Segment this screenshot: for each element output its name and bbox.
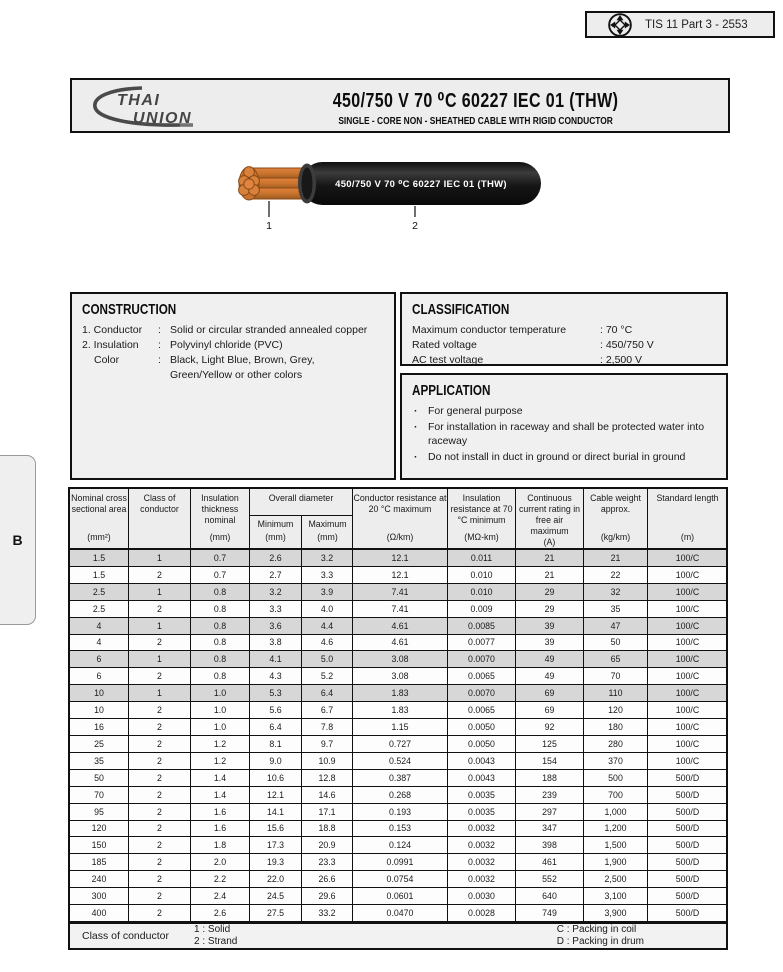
table-row — [70, 684, 726, 701]
table-cell: 23.3 — [302, 854, 353, 870]
table-cell: 0.0077 — [448, 635, 516, 651]
table-cell: 16 — [70, 719, 129, 735]
table-cell: 1.0 — [191, 685, 250, 701]
table-cell: 39 — [516, 635, 584, 651]
table-cell: 10.6 — [250, 770, 302, 786]
table-cell: 1.2 — [191, 753, 250, 769]
table-cell: 1.4 — [191, 787, 250, 803]
table-cell: 700 — [584, 787, 648, 803]
table-cell: 4.61 — [353, 618, 448, 634]
table-cell: 21 — [516, 567, 584, 583]
table-cell: 500/D — [675, 874, 700, 885]
table-cell: 3.2 — [250, 584, 302, 600]
col-header-standard-length: Standard length (m) — [656, 493, 719, 542]
table-cell: 0.8 — [191, 635, 250, 651]
table-cell: 640 — [516, 888, 584, 904]
table-cell: 9.7 — [302, 736, 353, 752]
col-header-insulation-thickness: Insulation thickness nominal (mm) — [191, 489, 250, 548]
table-cell: 0.727 — [353, 736, 448, 752]
table-cell: 70 — [584, 668, 648, 684]
table-cell: 12.1 — [353, 567, 448, 583]
table-cell: 120 — [70, 821, 129, 837]
table-cell: 1.8 — [191, 837, 250, 853]
table-cell: 35 — [70, 753, 129, 769]
table-cell: 0.524 — [353, 753, 448, 769]
table-cell: 2 — [129, 854, 191, 870]
table-cell: 35 — [584, 601, 648, 617]
product-header — [70, 78, 730, 133]
table-cell: 500/D — [675, 823, 700, 834]
table-cell: 2 — [129, 601, 191, 617]
table-cell: 3.6 — [250, 618, 302, 634]
table-cell: 49 — [516, 668, 584, 684]
table-cell: 1.2 — [191, 736, 250, 752]
table-cell: 500/D — [675, 857, 700, 868]
table-cell: 0.8 — [191, 668, 250, 684]
table-row — [70, 769, 726, 786]
table-row — [70, 701, 726, 718]
construction-row: 2. Insulation : Polyvinyl chloride (PVC) — [82, 339, 283, 351]
logo-text-union: UNION — [133, 110, 193, 127]
table-row — [70, 752, 726, 769]
logo-text-thai: THAI — [117, 92, 161, 109]
table-cell: 2 — [129, 753, 191, 769]
table-cell: 39 — [516, 618, 584, 634]
table-cell: 2 — [129, 702, 191, 718]
table-cell: 2 — [129, 736, 191, 752]
table-cell: 188 — [516, 770, 584, 786]
table-cell: 0.0070 — [448, 651, 516, 667]
table-cell: 6.4 — [250, 719, 302, 735]
table-cell: 1 — [129, 584, 191, 600]
table-cell: 14.1 — [250, 804, 302, 820]
table-cell: 0.009 — [448, 601, 516, 617]
table-cell: 500/D — [675, 907, 700, 918]
callout-number-conductor: 1 — [266, 220, 272, 232]
callout-number-insulation: 2 — [412, 220, 418, 232]
table-cell: 4.1 — [250, 651, 302, 667]
table-cell: 7.41 — [353, 601, 448, 617]
table-cell: 1.0 — [191, 719, 250, 735]
table-row — [70, 583, 726, 600]
table-cell: 26.6 — [302, 871, 353, 887]
table-cell: 0.0043 — [448, 770, 516, 786]
table-cell: 2 — [129, 888, 191, 904]
table-cell: 5.6 — [250, 702, 302, 718]
table-cell: 347 — [516, 821, 584, 837]
col-header-overall-diameter: Overall diameter Minimum (mm) Maximum (mm) — [250, 489, 353, 548]
table-cell: 1,000 — [584, 804, 648, 820]
table-cell: 280 — [584, 736, 648, 752]
legend-label: Class of conductor — [82, 930, 169, 942]
table-cell: 0.268 — [353, 787, 448, 803]
table-cell: 0.387 — [353, 770, 448, 786]
table-cell: 0.153 — [353, 821, 448, 837]
table-cell: 69 — [516, 702, 584, 718]
table-cell: 100/C — [675, 603, 700, 614]
conductor-legend: 1 : Solid 2 : Strand — [194, 924, 238, 947]
table-cell: 0.7 — [191, 567, 250, 583]
application-list — [412, 404, 716, 464]
cable-print-text: 450/750 V 70 ⁰C 60227 IEC 01 (THW) — [335, 179, 507, 190]
classification-title: CLASSIFICATION — [412, 301, 510, 318]
table-cell: 4.3 — [250, 668, 302, 684]
table-cell: 2 — [129, 770, 191, 786]
section-tab-b[interactable] — [0, 455, 36, 625]
table-cell: 120 — [584, 702, 648, 718]
table-cell: 1,200 — [584, 821, 648, 837]
table-cell: 3.08 — [353, 651, 448, 667]
table-cell: 5.0 — [302, 651, 353, 667]
table-cell: 2 — [129, 804, 191, 820]
table-cell: 100/C — [675, 637, 700, 648]
table-cell: 70 — [70, 787, 129, 803]
table-cell: 185 — [70, 854, 129, 870]
page-subtitle: SINGLE - CORE NON - SHEATHED CABLE WITH RIGID CONDUCTOR — [338, 115, 614, 127]
table-cell: 1 — [129, 550, 191, 566]
table-cell: 1.6 — [191, 804, 250, 820]
construction-title: CONSTRUCTION — [82, 301, 177, 318]
table-cell: 749 — [516, 905, 584, 921]
table-cell: 100/C — [675, 738, 700, 749]
table-cell: 180 — [584, 719, 648, 735]
table-cell: 17.3 — [250, 837, 302, 853]
table-cell: 3.3 — [302, 567, 353, 583]
table-cell: 461 — [516, 854, 584, 870]
standard-badge — [585, 11, 775, 38]
table-cell: 0.0991 — [353, 854, 448, 870]
table-row — [70, 650, 726, 667]
table-cell: 0.0032 — [448, 821, 516, 837]
table-cell: 1,500 — [584, 837, 648, 853]
table-cell: 0.0085 — [448, 618, 516, 634]
table-cell: 0.8 — [191, 584, 250, 600]
table-cell: 22 — [584, 567, 648, 583]
table-row — [70, 870, 726, 887]
table-cell: 1 — [129, 651, 191, 667]
table-row — [70, 836, 726, 853]
table-cell: 10.9 — [302, 753, 353, 769]
application-box — [400, 373, 728, 480]
table-cell: 100/C — [675, 688, 700, 699]
table-cell: 8.1 — [250, 736, 302, 752]
table-cell: 0.0070 — [448, 685, 516, 701]
col-header-cable-weight: Cable weight approx. (kg/km) — [584, 489, 648, 548]
specification-table — [68, 487, 728, 923]
table-cell: 2.4 — [191, 888, 250, 904]
table-cell: 0.0065 — [448, 702, 516, 718]
table-cell: 3,900 — [584, 905, 648, 921]
table-row — [70, 617, 726, 634]
table-cell: 4.61 — [353, 635, 448, 651]
table-cell: 0.0050 — [448, 719, 516, 735]
table-cell: 2 — [129, 567, 191, 583]
table-cell: 10 — [70, 702, 129, 718]
table-cell: 2.5 — [70, 601, 129, 617]
table-cell: 0.8 — [191, 651, 250, 667]
table-cell: 100/C — [675, 705, 700, 716]
table-cell: 154 — [516, 753, 584, 769]
table-cell: 240 — [70, 871, 129, 887]
table-cell: 2 — [129, 635, 191, 651]
table-cell: 3.08 — [353, 668, 448, 684]
table-row — [70, 803, 726, 820]
table-cell: 27.5 — [250, 905, 302, 921]
table-cell: 4.0 — [302, 601, 353, 617]
table-row — [70, 566, 726, 583]
table-row — [70, 667, 726, 684]
legend-box — [68, 922, 728, 950]
table-cell: 15.6 — [250, 821, 302, 837]
table-cell: 370 — [584, 753, 648, 769]
table-header — [70, 489, 726, 550]
table-cell: 12.1 — [250, 787, 302, 803]
table-cell: 3.2 — [302, 550, 353, 566]
table-cell: 1,900 — [584, 854, 648, 870]
table-cell: 2 — [129, 905, 191, 921]
table-cell: 1.15 — [353, 719, 448, 735]
table-cell: 69 — [516, 685, 584, 701]
application-item: · Do not install in duct in ground or direct burial in ground — [412, 450, 716, 464]
table-cell: 1 — [129, 618, 191, 634]
table-cell: 0.0030 — [448, 888, 516, 904]
table-row — [70, 853, 726, 870]
table-cell: 2,500 — [584, 871, 648, 887]
table-cell: 100/C — [675, 552, 700, 563]
table-cell: 2.6 — [191, 905, 250, 921]
table-cell: 10 — [70, 685, 129, 701]
col-header-diameter-max: Maximum (mm) — [308, 519, 347, 542]
table-cell: 7.8 — [302, 719, 353, 735]
table-cell: 0.0043 — [448, 753, 516, 769]
table-cell: 12.8 — [302, 770, 353, 786]
table-cell: 32 — [584, 584, 648, 600]
thai-union-logo — [80, 84, 228, 131]
application-item: · For general purpose — [412, 404, 716, 418]
classification-row: Maximum conductor temperature : 70 °C — [412, 324, 633, 336]
table-cell: 100/C — [675, 569, 700, 580]
table-cell: 1.4 — [191, 770, 250, 786]
table-cell: 9.0 — [250, 753, 302, 769]
table-cell: 1 — [129, 685, 191, 701]
table-cell: 400 — [70, 905, 129, 921]
classification-row: AC test voltage : 2,500 V — [412, 354, 643, 366]
table-cell: 5.3 — [250, 685, 302, 701]
table-cell: 33.2 — [302, 905, 353, 921]
table-cell: 100/C — [675, 671, 700, 682]
table-cell: 2 — [129, 821, 191, 837]
table-cell: 1.0 — [191, 702, 250, 718]
table-cell: 6.4 — [302, 685, 353, 701]
table-cell: 0.0032 — [448, 871, 516, 887]
table-cell: 0.010 — [448, 567, 516, 583]
table-cell: 500/D — [675, 789, 700, 800]
table-cell: 0.010 — [448, 584, 516, 600]
table-row — [70, 786, 726, 803]
classification-box — [400, 292, 728, 366]
table-cell: 300 — [70, 888, 129, 904]
table-cell: 50 — [70, 770, 129, 786]
table-cell: 0.0032 — [448, 854, 516, 870]
col-header-insulation-resistance: Insulation resistance at 70 °C minimum (MΩ-km) — [448, 489, 516, 548]
table-cell: 14.6 — [302, 787, 353, 803]
table-cell: 110 — [584, 685, 648, 701]
table-cell: 1.83 — [353, 685, 448, 701]
table-cell: 0.0754 — [353, 871, 448, 887]
table-row — [70, 904, 726, 921]
table-cell: 92 — [516, 719, 584, 735]
table-cell: 0.0035 — [448, 804, 516, 820]
table-cell: 95 — [70, 804, 129, 820]
col-header-class: Class of conductor — [129, 489, 191, 548]
table-cell: 0.124 — [353, 837, 448, 853]
table-cell: 4.4 — [302, 618, 353, 634]
table-cell: 500/D — [675, 891, 700, 902]
table-cell: 0.0035 — [448, 787, 516, 803]
table-row — [70, 887, 726, 904]
construction-row: Green/Yellow or other colors — [170, 369, 303, 381]
table-cell: 50 — [584, 635, 648, 651]
table-cell: 100/C — [675, 586, 700, 597]
table-cell: 1.5 — [70, 550, 129, 566]
table-cell: 0.8 — [191, 601, 250, 617]
table-cell: 65 — [584, 651, 648, 667]
table-cell: 12.1 — [353, 550, 448, 566]
table-cell: 0.0065 — [448, 668, 516, 684]
table-cell: 4 — [70, 618, 129, 634]
table-cell: 239 — [516, 787, 584, 803]
table-cell: 19.3 — [250, 854, 302, 870]
table-cell: 4 — [70, 635, 129, 651]
table-cell: 25 — [70, 736, 129, 752]
table-row — [70, 550, 726, 566]
table-cell: 6 — [70, 668, 129, 684]
table-cell: 552 — [516, 871, 584, 887]
page-title: 450/750 V 70 ⁰C 60227 IEC 01 (THW) — [333, 90, 619, 112]
table-row — [70, 600, 726, 617]
table-cell: 17.1 — [302, 804, 353, 820]
table-cell: 1.6 — [191, 821, 250, 837]
application-item: · For installation in raceway and shall be protected water into raceway — [412, 420, 716, 448]
table-cell: 2.7 — [250, 567, 302, 583]
table-cell: 29 — [516, 584, 584, 600]
packing-legend: C : Packing in coil D : Packing in drum — [556, 924, 644, 947]
table-cell: 7.41 — [353, 584, 448, 600]
table-cell: 0.0028 — [448, 905, 516, 921]
table-row — [70, 820, 726, 837]
table-cell: 20.9 — [302, 837, 353, 853]
table-cell: 2 — [129, 837, 191, 853]
table-cell: 0.193 — [353, 804, 448, 820]
table-cell: 3.8 — [250, 635, 302, 651]
table-cell: 0.8 — [191, 618, 250, 634]
table-cell: 3,100 — [584, 888, 648, 904]
table-cell: 2 — [129, 787, 191, 803]
table-cell: 398 — [516, 837, 584, 853]
standard-number: TIS 11 Part 3 - 2553 — [645, 18, 748, 31]
table-cell: 49 — [516, 651, 584, 667]
section-tab-label: B — [12, 532, 23, 548]
table-cell: 125 — [516, 736, 584, 752]
table-cell: 24.5 — [250, 888, 302, 904]
table-cell: 1.83 — [353, 702, 448, 718]
table-cell: 29.6 — [302, 888, 353, 904]
table-row — [70, 735, 726, 752]
table-cell: 100/C — [675, 755, 700, 766]
table-body — [70, 550, 726, 921]
table-cell: 2 — [129, 719, 191, 735]
table-cell: 4.6 — [302, 635, 353, 651]
construction-box — [70, 292, 396, 480]
cable-illustration — [235, 157, 555, 237]
table-cell: 0.0601 — [353, 888, 448, 904]
table-cell: 3.9 — [302, 584, 353, 600]
table-cell: 6.7 — [302, 702, 353, 718]
table-cell: 21 — [516, 550, 584, 566]
table-row — [70, 634, 726, 651]
table-cell: 2 — [129, 871, 191, 887]
table-cell: 1.5 — [70, 567, 129, 583]
table-cell: 0.011 — [448, 550, 516, 566]
col-header-diameter-min: Minimum (mm) — [250, 516, 302, 548]
table-cell: 297 — [516, 804, 584, 820]
table-cell: 100/C — [675, 722, 700, 733]
table-cell: 0.0470 — [353, 905, 448, 921]
table-cell: 500/D — [675, 772, 700, 783]
table-cell: 0.0032 — [448, 837, 516, 853]
table-cell: 5.2 — [302, 668, 353, 684]
table-cell: 29 — [516, 601, 584, 617]
table-cell: 2.5 — [70, 584, 129, 600]
construction-row: Color : Black, Light Blue, Brown, Grey, — [94, 354, 315, 366]
table-row — [70, 718, 726, 735]
table-cell: 150 — [70, 837, 129, 853]
classification-row: Rated voltage : 450/750 V — [412, 339, 654, 351]
table-cell: 2.2 — [191, 871, 250, 887]
table-cell: 47 — [584, 618, 648, 634]
table-cell: 500/D — [675, 806, 700, 817]
table-cell: 0.7 — [191, 550, 250, 566]
table-cell: 18.8 — [302, 821, 353, 837]
table-cell: 2.0 — [191, 854, 250, 870]
col-header-current-rating: Continuous current rating in free air maximum (A) — [516, 489, 584, 548]
table-cell: 2 — [129, 668, 191, 684]
table-cell: 500 — [584, 770, 648, 786]
table-cell: 500/D — [675, 840, 700, 851]
col-header-nominal-area: Nominal cross sectional area (mm²) — [70, 489, 129, 548]
tis-mark-icon — [607, 12, 633, 38]
table-cell: 21 — [584, 550, 648, 566]
table-cell: 2.6 — [250, 550, 302, 566]
table-cell: 100/C — [675, 620, 700, 631]
table-cell: 22.0 — [250, 871, 302, 887]
table-cell: 3.3 — [250, 601, 302, 617]
table-cell: 100/C — [675, 654, 700, 665]
col-header-conductor-resistance: Conductor resistance at 20 °C maximum (Ω/km) — [353, 489, 448, 548]
table-cell: 0.0050 — [448, 736, 516, 752]
construction-row: 1. Conductor : Solid or circular stranded annealed copper — [82, 324, 368, 336]
table-cell: 6 — [70, 651, 129, 667]
application-title: APPLICATION — [412, 382, 491, 399]
